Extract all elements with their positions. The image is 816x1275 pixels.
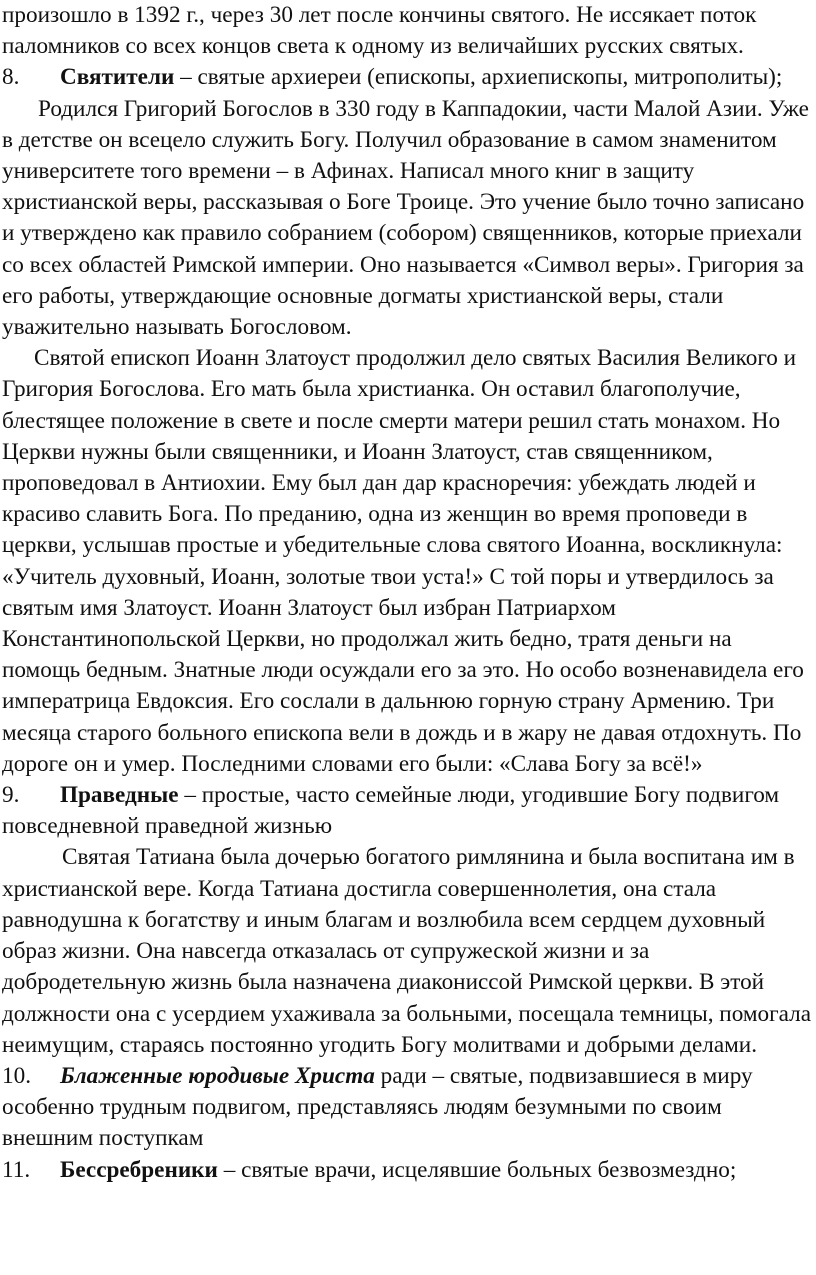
term-definition: – святые врачи, исцелявшие больных безвозмездно; [217, 1156, 737, 1183]
paragraph-intro: произошло в 1392 г., через 30 лет после кончины святого. Не иссякает поток паломников со всех концов света к одному из величайших русских святых. [2, 2, 757, 60]
list-number: 8. [2, 64, 20, 91]
paragraph-tatiana: Святая Татиана была дочерью богатого римлянина и была воспитана им в христианской вере. Когда Татиана достигла совершеннолетия, она стала равнодушна к богатству и иным благам и возлюбила всем сердцем духовный образ жизни. Она навсегда отказалась от супружеской жизни и за добродетельную жизнь была назначена диакониссой Римской церкви. В этой должности она с усердием ухаживала за больными, посещала темницы, помогала неимущим, стараясь постоянно угодить Богу молитвами и добрыми делами. [2, 844, 811, 1058]
list-item-8 [2, 62, 814, 93]
list-number: 9. [2, 782, 20, 809]
document-page [2, 0, 814, 1186]
list-number: 10. [2, 1062, 31, 1089]
list-item-9 [2, 780, 814, 842]
term-definition: ради – святые, подвизавшиеся в миру особенно трудным подвигом, представляясь людям безумными по своим внешним поступкам [2, 1062, 753, 1152]
paragraph-gregory: Родился Григорий Богослов в 330 году в Каппадокии, части Малой Азии. Уже в детстве он всецело служить Богу. Получил образование в самом знаменитом университете того времени – в Афинах. Написал много книг в защиту христианской веры, рассказывая о Боге Троице. Это учение было точно записано и утверждено как правило собранием (собором) священников, которые приехали со всех областей Римской империи. Оно называется «Символ веры». Григория за его работы, утверждающие основные догматы христианской веры, стали уважительно называть Богословом. [2, 95, 809, 341]
term-svyatiteli: Святители [60, 64, 175, 91]
term-bessrebreniki: Бессребреники [60, 1156, 218, 1183]
paragraph-chrysostom: Святой епископ Иоанн Златоуст продолжил дело святых Василия Великого и Григория Богослова. Его мать была христианка. Он оставил благополучие, блестящее положение в свете и после смерти матери решил стать монахом. Но Церкви нужны были священники, и Иоанн Златоуст, став священником, проповедовал в Антиохии. Ему был дан дар красноречия: убеждать людей и красиво славить Бога. По преданию, одна из женщин во время проповеди в церкви, услышав простые и убедительные слова святого Иоанна, воскликнула: «Учитель духовный, Иоанн, золотые твои уста!» С той поры и утвердилось за святым имя Златоуст. Иоанн Златоуст был избран Патриархом Константинопольской Церкви, но продолжал жить бедно, тратя деньги на помощь бедным. Знатные люди осуждали его за это. Но особо возненавидела его императрица Евдоксия. Его сослали в дальнюю горную страну Армению. Три месяца старого больного епископа вели в дождь и в жару не давая отдохнуть. По дороге он и умер. Последними словами его были: «Слава Богу за всё!» [2, 345, 804, 777]
list-item-10 [2, 1061, 814, 1155]
term-blazhennye: Блаженные юродивые Христа [60, 1062, 375, 1089]
term-definition: – святые архиереи (епископы, архиепископы, митрополиты); [174, 64, 783, 91]
term-pravednye: Праведные [60, 782, 179, 809]
list-item-11 [2, 1155, 814, 1186]
term-definition: – простые, часто семейные люди, угодившие Богу подвигом повседневной праведной жизнью [2, 782, 780, 840]
list-number: 11. [2, 1156, 31, 1183]
